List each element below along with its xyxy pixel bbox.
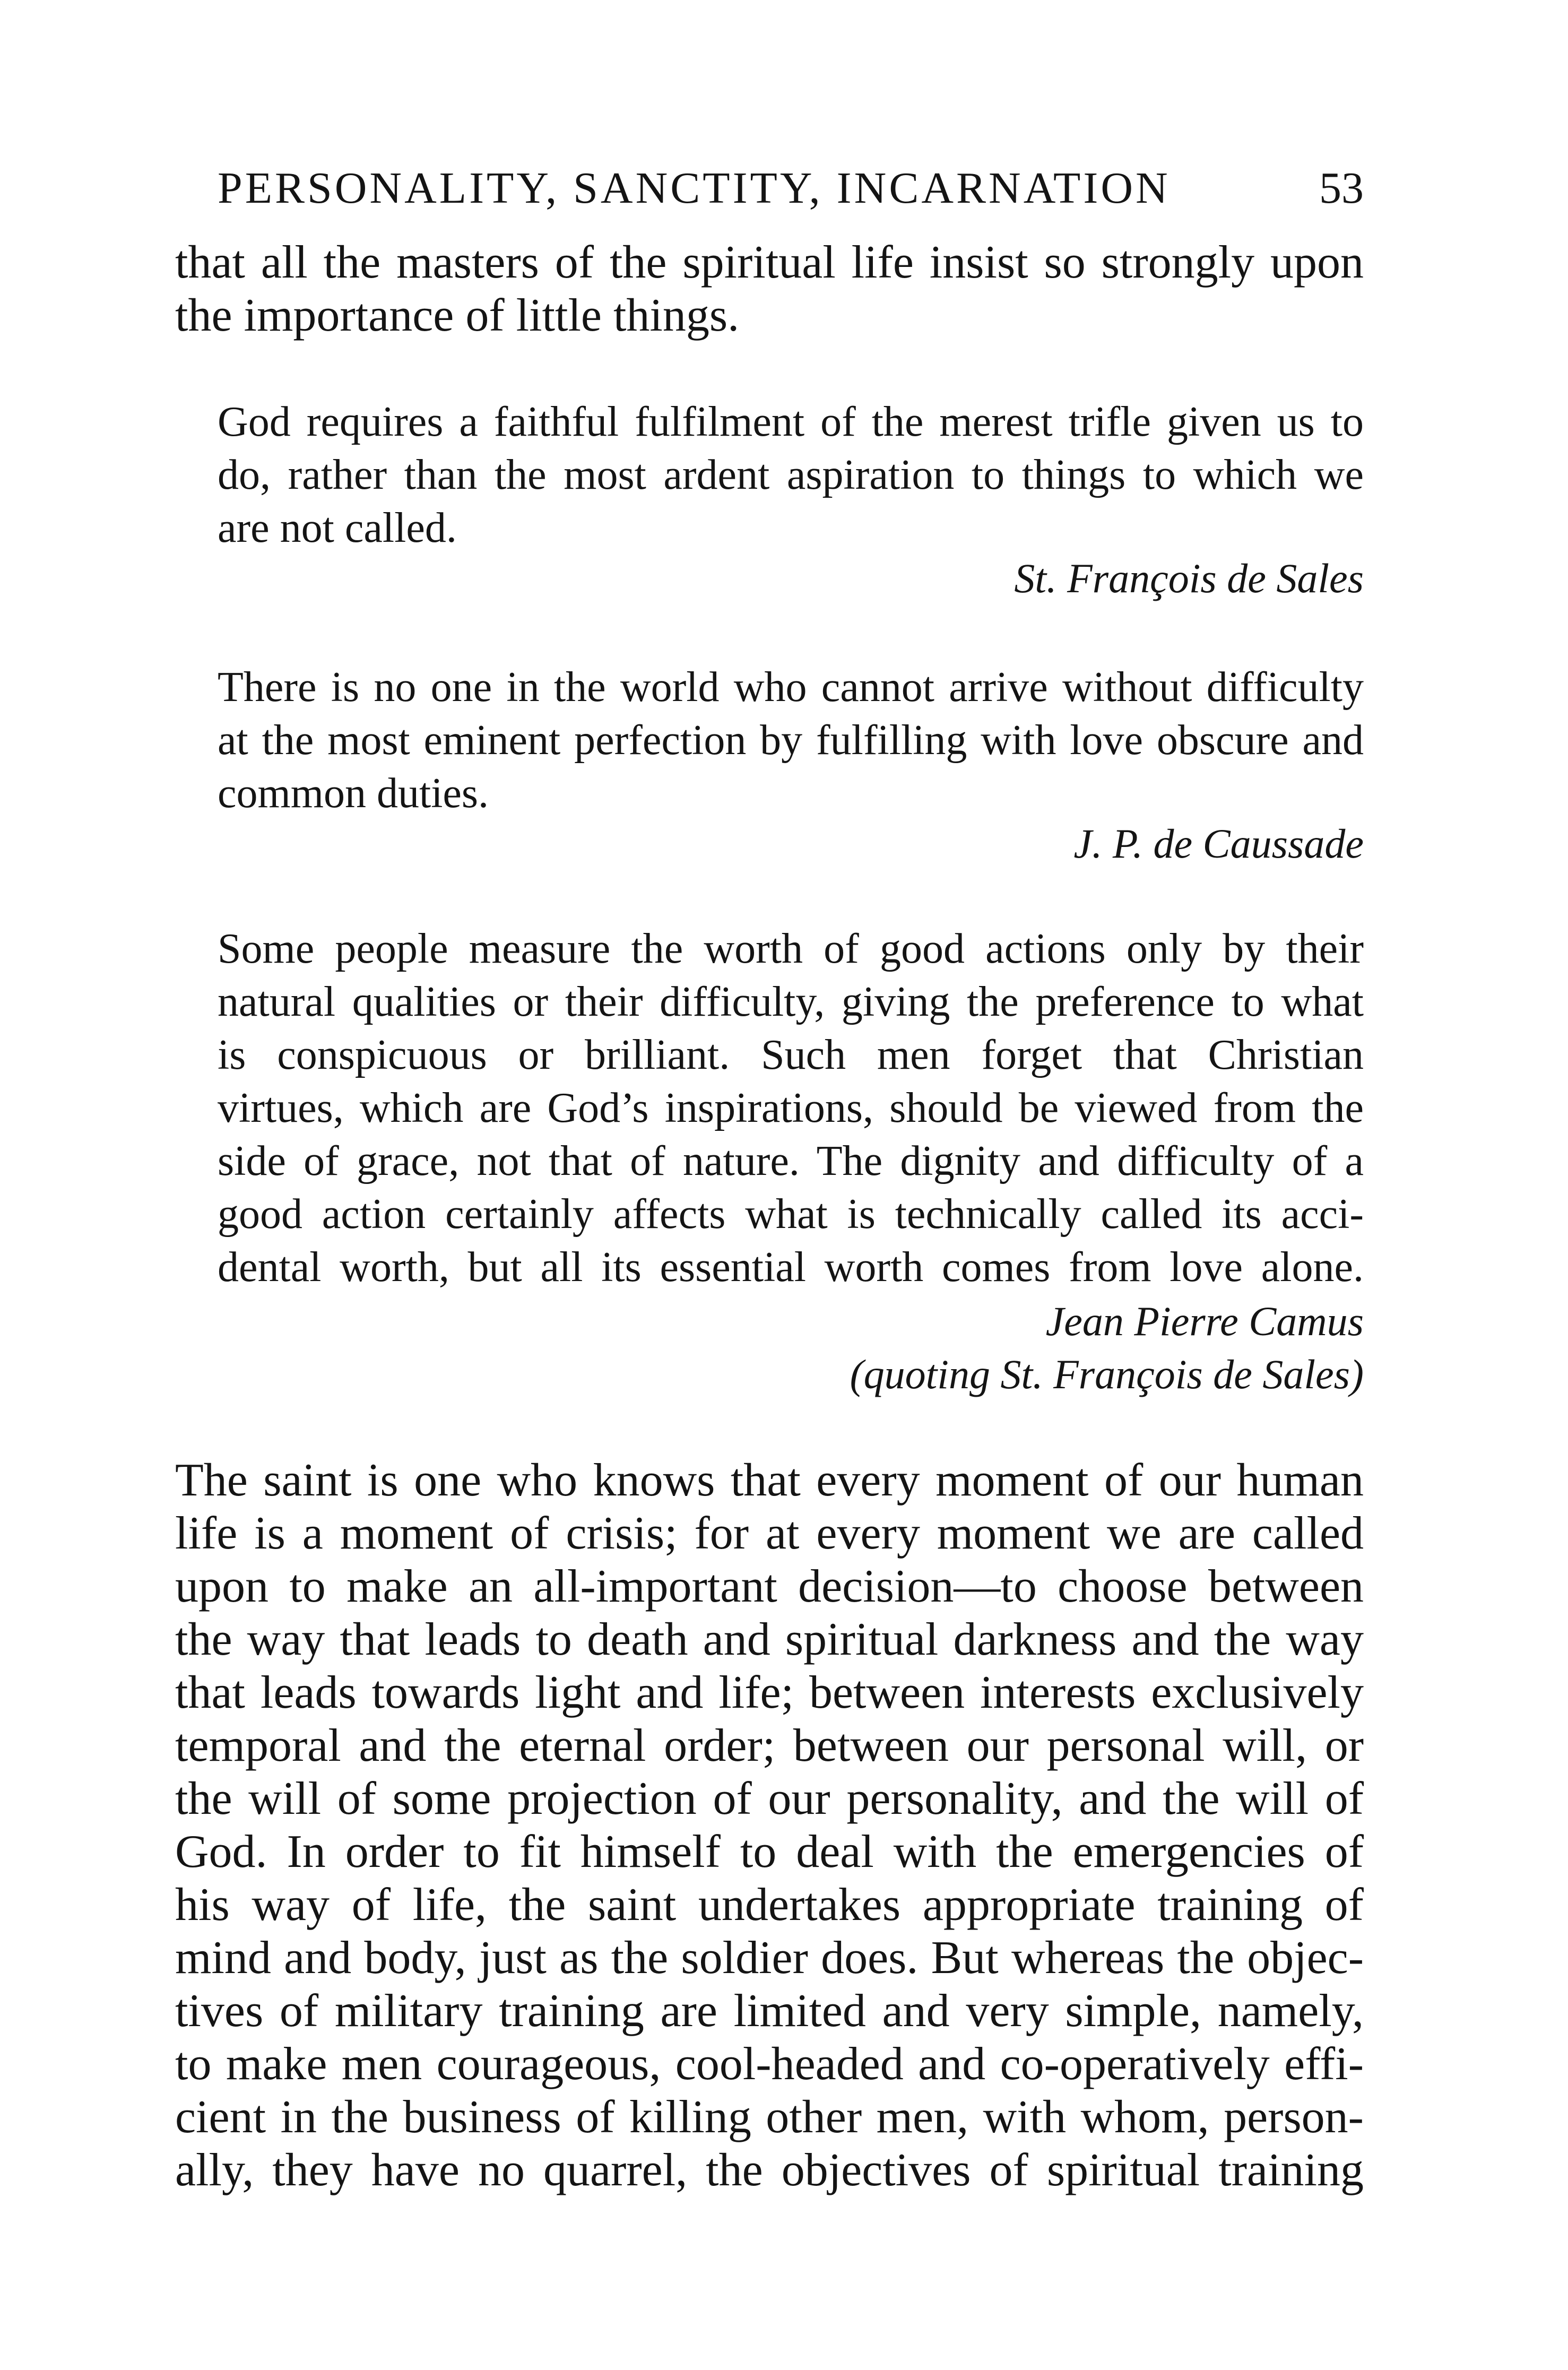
body-line: life is a moment of crisis; for at every moment we are called — [175, 1508, 1364, 1559]
body-line: that leads towards light and life; between interests exclusively — [175, 1667, 1364, 1718]
quote-attribution: (quoting St. François de Sales) — [850, 1351, 1364, 1397]
quote-attribution: St. François de Sales — [1014, 555, 1364, 601]
body-line: tives of military training are limited and very simple, namely, — [175, 1985, 1364, 2037]
quote-line: Some people measure the worth of good actions only by their — [218, 925, 1364, 972]
running-head-title: PERSONALITY, SANCTITY, INCARNATION — [218, 163, 1171, 213]
body-line: to make men courageous, cool-headed and co-operatively effi- — [175, 2038, 1364, 2090]
quote-line: are not called. — [218, 505, 457, 551]
quote-line: is conspicuous or brilliant. Such men forget that Christian — [218, 1032, 1364, 1078]
body-line: God. In order to fit himself to deal with the emergencies of — [175, 1826, 1364, 1878]
body-line: mind and body, just as the soldier does. But whereas the objec- — [175, 1932, 1364, 1984]
body-line: The saint is one who knows that every moment of our human — [175, 1455, 1364, 1506]
quote-line: There is no one in the world who cannot arrive without difficulty — [218, 664, 1364, 711]
intro-line: that all the masters of the spiritual life insist so strongly upon — [175, 237, 1364, 288]
quote-line: side of grace, not that of nature. The dignity and difficulty of a — [218, 1138, 1364, 1184]
quote-line: virtues, which are God’s inspirations, should be viewed from the — [218, 1085, 1364, 1131]
quote-line: good action certainly affects what is technically called its acci- — [218, 1191, 1364, 1238]
page-number: 53 — [1319, 163, 1364, 213]
body-line: the will of some projection of our personality, and the will of — [175, 1773, 1364, 1824]
intro-line: the importance of little things. — [175, 290, 740, 341]
quote-line: do, rather than the most ardent aspiration to things to which we — [218, 452, 1364, 498]
body-line: upon to make an all-important decision—to choose between — [175, 1561, 1364, 1612]
running-head — [218, 159, 1364, 218]
quote-line: God requires a faithful fulfilment of the merest trifle given us to — [218, 399, 1364, 445]
body-line: his way of life, the saint undertakes appropriate training of — [175, 1879, 1364, 1931]
quote-line: common duties. — [218, 770, 489, 817]
quote-attribution: J. P. de Caussade — [1073, 820, 1364, 867]
body-line: temporal and the eternal order; between our personal will, or — [175, 1720, 1364, 1771]
quote-line: dental worth, but all its essential worth comes from love alone. — [218, 1244, 1364, 1291]
body-line: cient in the business of killing other men, with whom, person- — [175, 2091, 1364, 2143]
quote-line: at the most eminent perfection by fulfilling with love obscure and — [218, 717, 1364, 764]
quote-line: natural qualities or their difficulty, giving the preference to what — [218, 979, 1364, 1025]
quote-attribution: Jean Pierre Camus — [1045, 1298, 1364, 1344]
body-line: ally, they have no quarrel, the objectives of spiritual training — [175, 2144, 1364, 2196]
body-line: the way that leads to death and spiritual darkness and the way — [175, 1614, 1364, 1665]
